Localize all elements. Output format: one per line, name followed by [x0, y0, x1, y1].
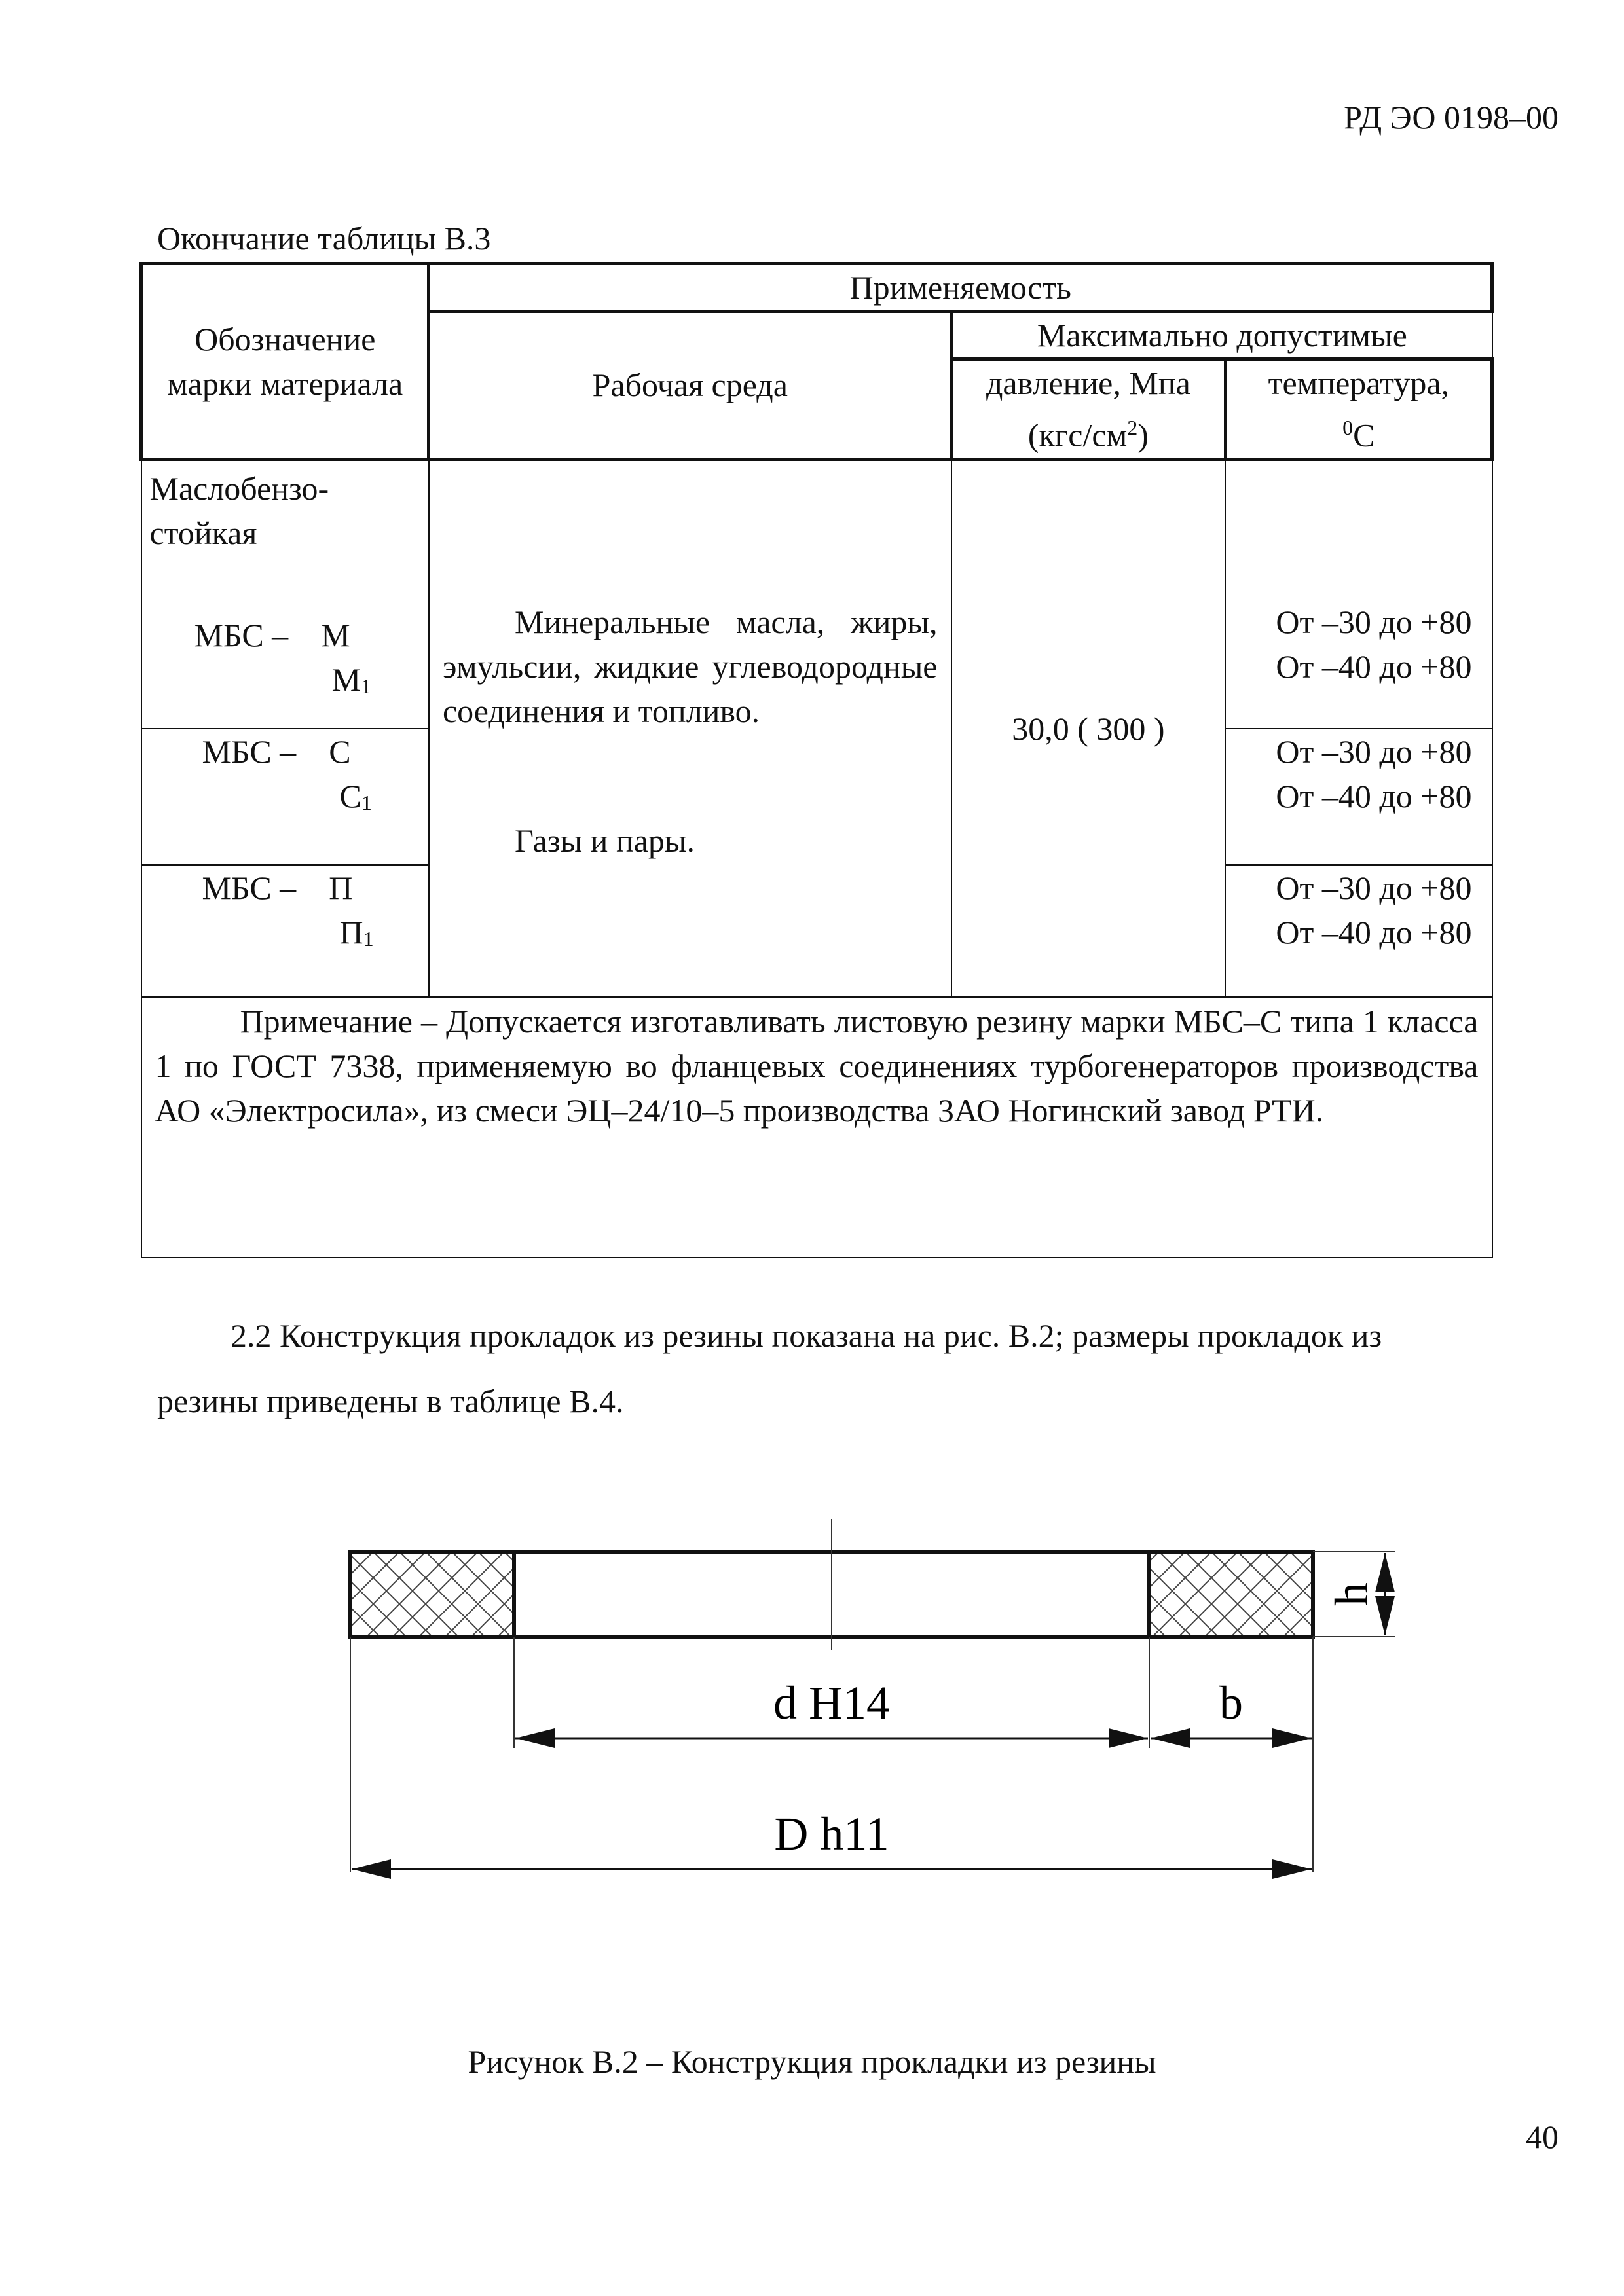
temp-cell-3 — [1225, 865, 1492, 997]
header-applicability: Применяемость — [429, 264, 1492, 312]
body-paragraph: 2.2 Конструкция прокладок из резины показана на рис. В.2; размеры прокладок из резины приведены в таблице В.4. — [157, 1317, 1382, 1419]
note-cell — [141, 997, 1492, 1258]
label-b: b — [1219, 1677, 1243, 1729]
medium-text-1: Минеральные масла, жиры, эмульсии, жидкие углеводородные соединения и топливо. — [442, 603, 938, 729]
pressure-value: 30,0 ( 300 ) — [951, 459, 1226, 997]
header-temperature: температура, $^0$С — [1225, 359, 1492, 460]
temp-range: От –30 до +80 — [1276, 869, 1472, 907]
page-number: 40 — [1526, 2119, 1559, 2155]
temp-range: От –30 до +80 — [1276, 733, 1472, 771]
material-mark: МБС – П — [202, 869, 353, 907]
materials-table — [139, 262, 1494, 1258]
temp-range: От –30 до +80 — [1276, 603, 1472, 640]
medium-text-2: Газы и пары. — [514, 822, 695, 859]
header-designation: Обозначение марки материала — [141, 264, 429, 460]
label-d: d H14 — [773, 1677, 890, 1729]
label-h: h — [1325, 1582, 1378, 1606]
header-max-allowed: Максимально допустимые — [951, 312, 1492, 359]
material-mark-sub: С1 — [339, 778, 372, 815]
header-working-medium: Рабочая среда — [429, 312, 951, 460]
table-note: Примечание – Допускается изготавливать листовую резину марки МБС–С типа 1 класса 1 по ГОСТ 7338, применяемую во фланцевых соединениях турбогенераторов производства АО «Электросила», из смеси ЭЦ–24/10–5 производства ЗАО Ногинский завод РТИ. — [155, 1003, 1479, 1129]
temp-range: От –40 до +80 — [1276, 647, 1472, 685]
material-mark: МБС – М — [194, 616, 350, 653]
material-mark-sub: М1 — [331, 661, 371, 698]
group-title: Маслобензо-стойкая — [149, 469, 329, 551]
material-mark-sub: П1 — [339, 914, 374, 951]
mark-cell-1 — [141, 459, 429, 729]
material-mark: МБС – С — [202, 733, 351, 771]
temp-cell-1 — [1225, 459, 1492, 729]
gasket-drawing — [321, 1499, 1434, 1931]
document-code: РД ЭО 0198–00 — [1344, 99, 1559, 136]
figure-caption: Рисунок В.2 – Конструкция прокладки из резины — [468, 2043, 1156, 2080]
label-D: D h11 — [774, 1808, 889, 1860]
header-pressure: давление, Мпа $(кгс/см^2)$ — [951, 359, 1226, 460]
temp-range: От –40 до +80 — [1276, 778, 1472, 815]
gasket-hatch-right — [1149, 1552, 1313, 1637]
mark-cell-2 — [141, 729, 429, 865]
working-medium-cell — [429, 459, 951, 997]
temp-cell-2 — [1225, 729, 1492, 865]
table-caption: Окончание таблицы В.3 — [157, 220, 491, 257]
temp-range: От –40 до +80 — [1276, 914, 1472, 951]
mark-cell-3 — [141, 865, 429, 997]
gasket-hatch-left — [350, 1552, 514, 1637]
